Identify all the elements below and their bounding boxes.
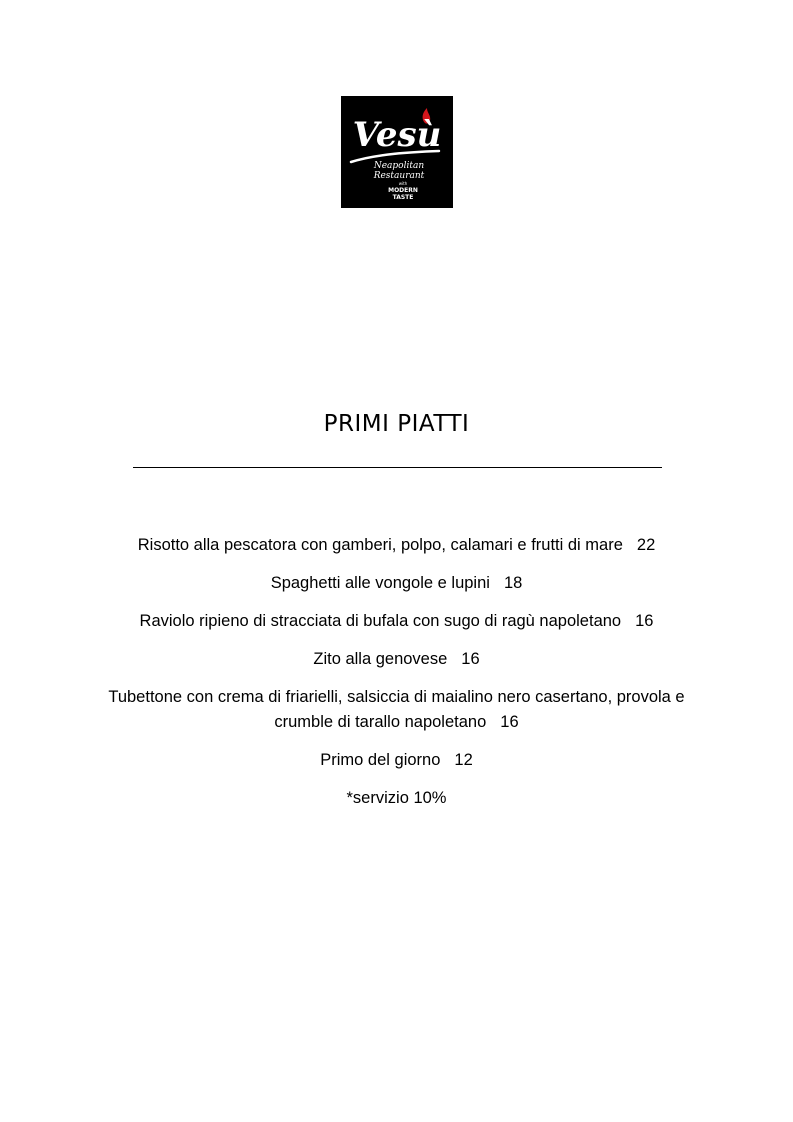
logo-tagline-1: Neapolitan [373,161,425,171]
dish-price: 22 [636,536,656,554]
logo-tagline-4: MODERN [388,187,418,194]
dish-price: 16 [461,650,480,668]
dish-name: Raviolo ripieno di stracciata di bufala con sugo di ragù napoletano [139,612,622,630]
menu-item [90,533,703,558]
menu-item [90,609,703,634]
menu-item [90,685,703,735]
section-title: PRIMI PIATTI [323,411,470,437]
dish-name: Risotto alla pescatora con gamberi, polpo, calamari e frutti di mare [137,536,623,554]
restaurant-logo [341,96,453,208]
dish-list [90,533,703,811]
menu-item [90,571,703,596]
service-note: *servizio 10% [346,789,447,807]
dish-name: Primo del giorno [320,751,441,769]
dish-name: Zito alla genovese [313,650,448,668]
logo-tagline-2: Restaurant [373,171,425,181]
dish-price: 12 [454,751,473,769]
dish-price: 16 [635,612,654,630]
logo-tagline-3: with [398,181,408,186]
logo-wordmark: Vesù [352,115,442,155]
dish-name: Tubettone con crema di friarielli, salsiccia di maialino nero casertano, provola e crumble di tarallo napoletano [108,688,685,731]
title-divider [133,467,662,468]
menu-item [90,647,703,672]
logo-tagline-5: TASTE [392,194,414,201]
menu-item [90,748,703,773]
dish-name: Spaghetti alle vongole e lupini [270,574,490,592]
dish-price: 18 [503,574,523,592]
logo-graphic [341,96,453,208]
dish-price: 16 [500,713,519,731]
